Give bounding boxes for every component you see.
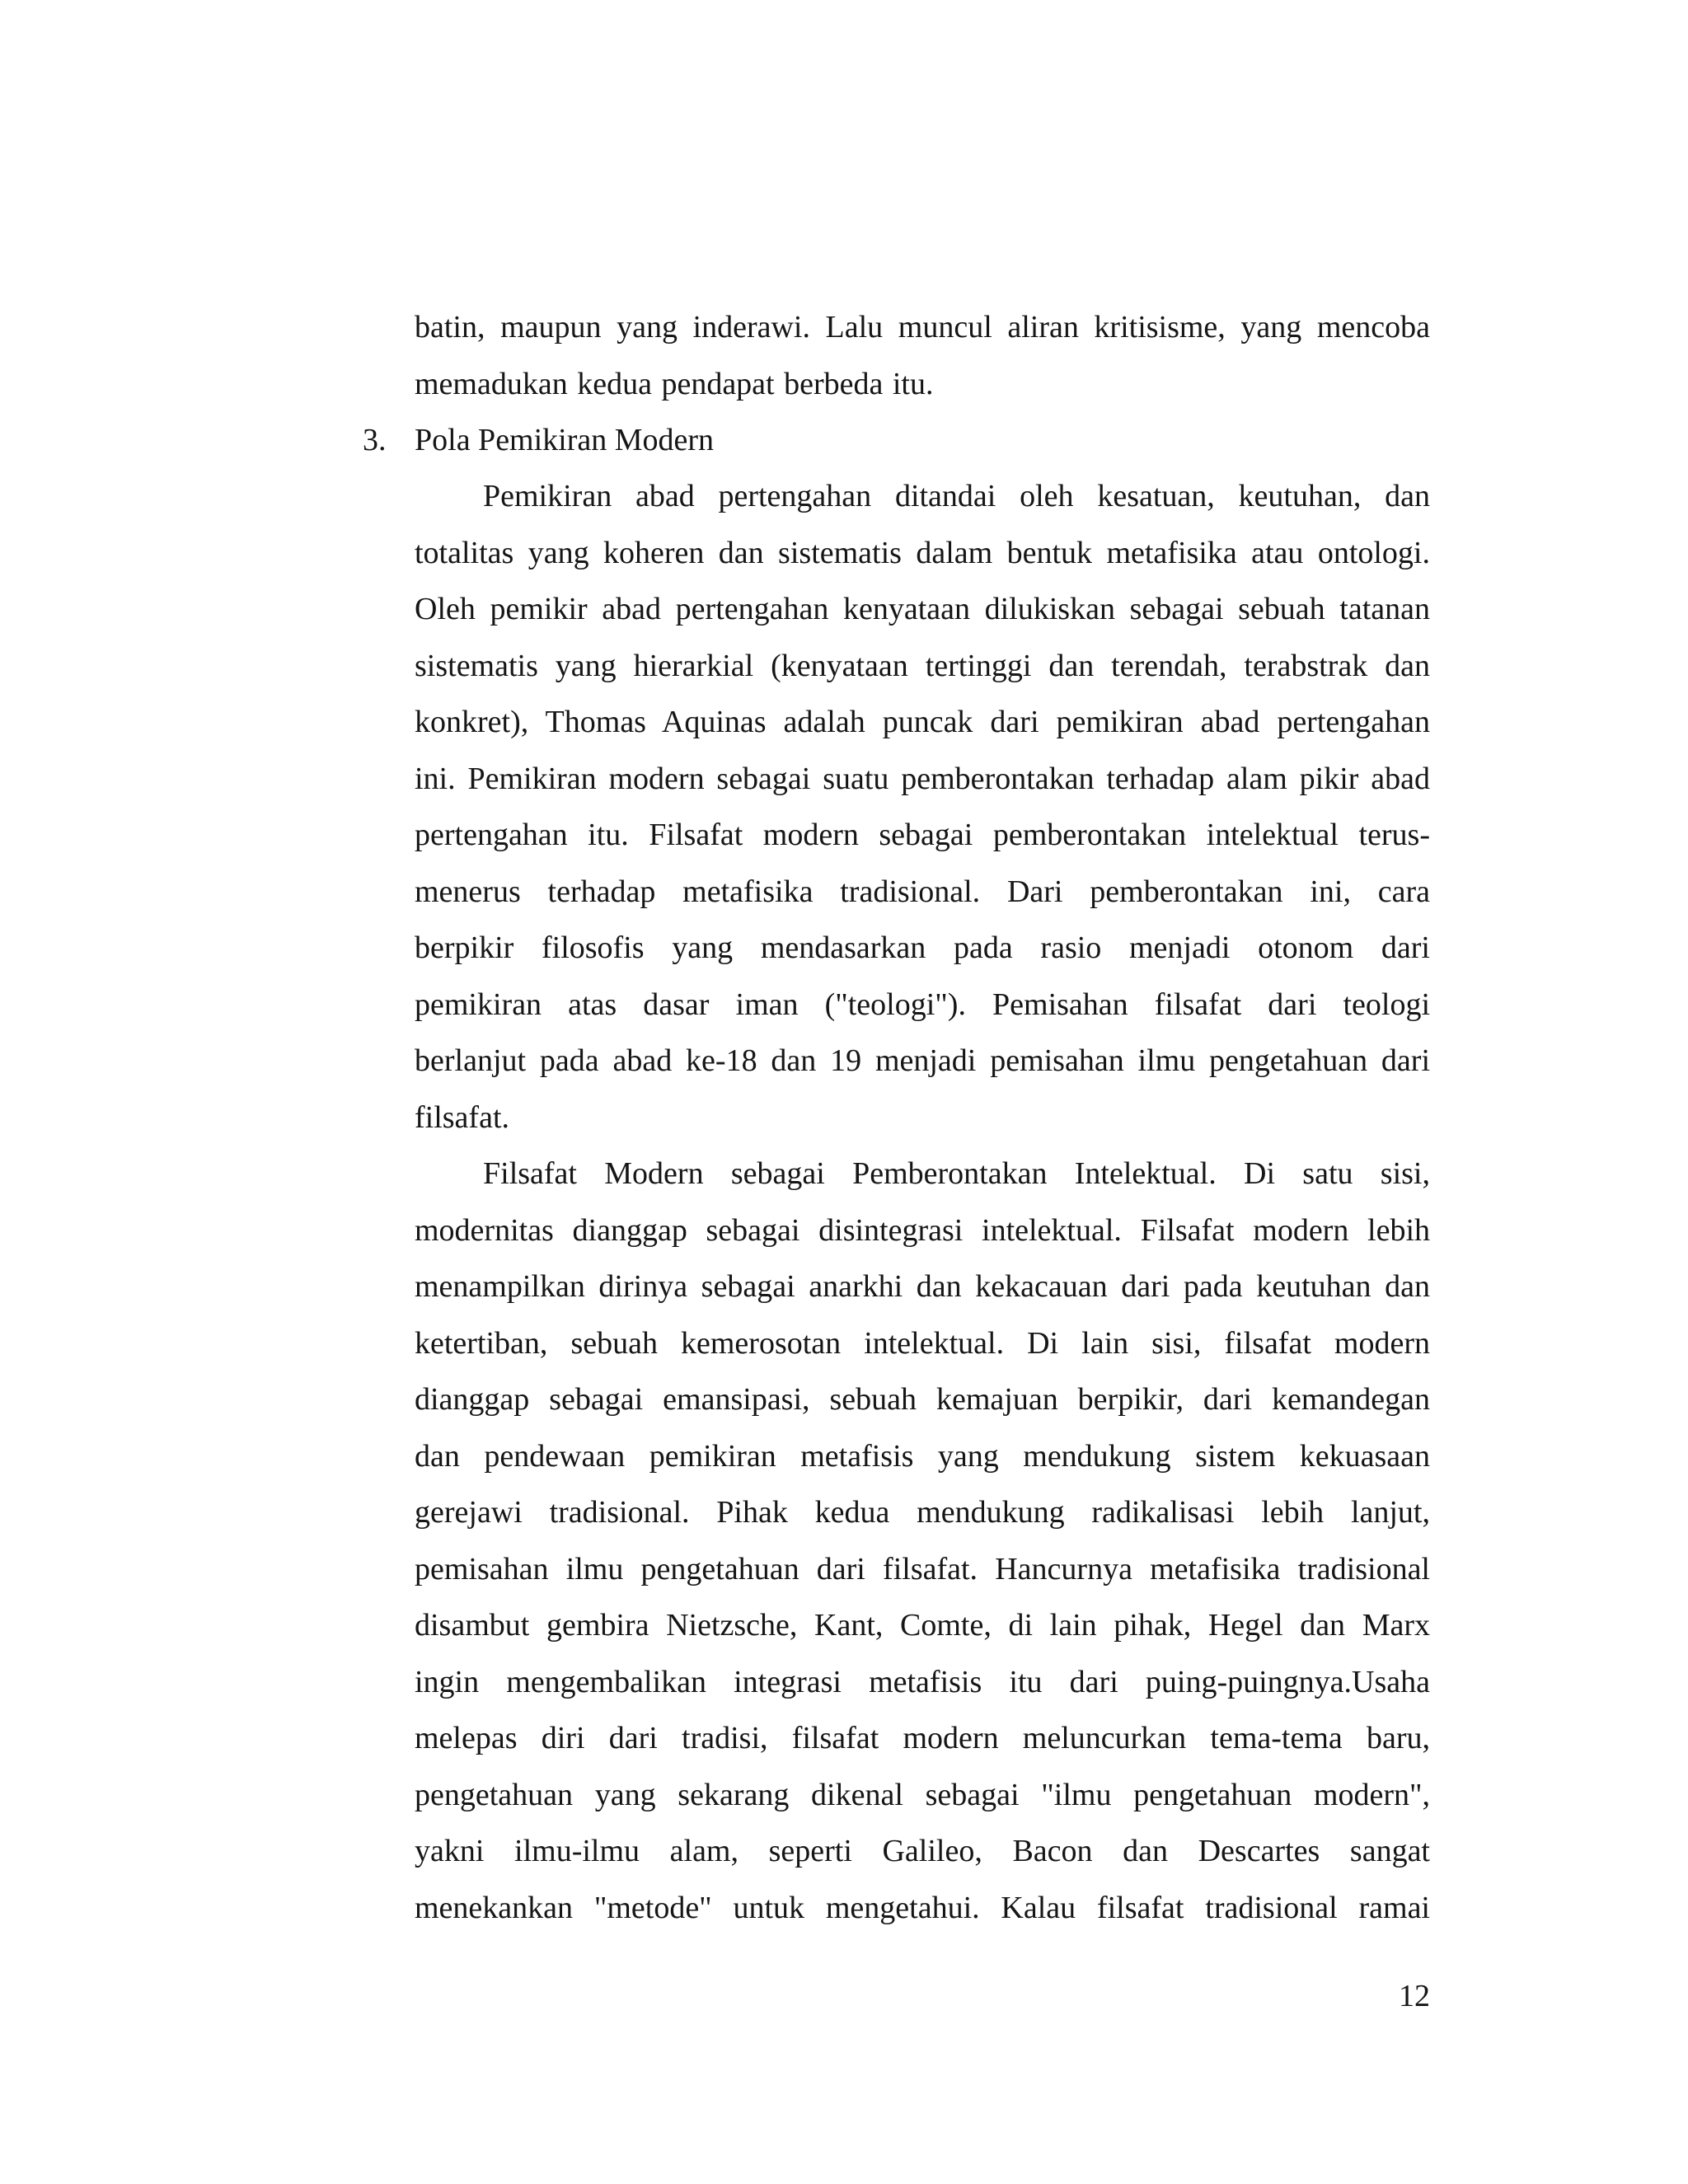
text-line: konkret), Thomas Aquinas adalah puncak dari pemikiran abad pertengahan	[415, 705, 1430, 739]
text-line: menampilkan dirinya sebagai anarkhi dan kekacauan dari pada keutuhan dan	[415, 1269, 1430, 1304]
text-line: pengetahuan yang sekarang dikenal sebagai "ilmu pengetahuan modern",	[415, 1777, 1430, 1812]
text-line: totalitas yang koheren dan sistematis dalam bentuk metafisika atau ontologi.	[415, 535, 1430, 570]
page-number: 12	[1399, 1979, 1430, 2013]
text-line: dianggap sebagai emansipasi, sebuah kemajuan berpikir, dari kemandegan	[415, 1382, 1430, 1417]
text-line: sistematis yang hierarkial (kenyataan tertinggi dan terendah, terabstrak dan	[415, 648, 1430, 683]
text-line: ketertiban, sebuah kemerosotan intelektual. Di lain sisi, filsafat modern	[415, 1325, 1430, 1361]
text-line: ini. Pemikiran modern sebagai suatu pemberontakan terhadap alam pikir abad	[415, 761, 1430, 796]
text-line: batin, maupun yang inderawi. Lalu muncul aliran kritisisme, yang mencoba	[415, 310, 1430, 344]
continuation-paragraph	[415, 299, 1430, 412]
text-line: Filsafat Modern sebagai Pemberontakan Intelektual. Di satu sisi,	[483, 1156, 1430, 1191]
section-number: 3.	[363, 423, 387, 457]
text-line: memadukan kedua pendapat berbeda itu.	[415, 366, 934, 401]
paragraph-pemikiran-abad-pertengahan	[415, 468, 1430, 1146]
text-line: disambut gembira Nietzsche, Kant, Comte, di lain pihak, Hegel dan Marx	[415, 1608, 1430, 1643]
text-line: berlanjut pada abad ke-18 dan 19 menjadi pemisahan ilmu pengetahuan dari	[415, 1043, 1430, 1078]
section-title: Pola Pemikiran Modern	[415, 423, 715, 457]
text-line: gerejawi tradisional. Pihak kedua mendukung radikalisasi lebih lanjut,	[415, 1495, 1430, 1530]
text-line: pemikiran atas dasar iman ("teologi"). Pemisahan filsafat dari teologi	[415, 987, 1430, 1022]
paragraph-filsafat-modern	[415, 1146, 1430, 1936]
text-line: Oleh pemikir abad pertengahan kenyataan dilukiskan sebagai sebuah tatanan	[415, 592, 1430, 626]
text-line: modernitas dianggap sebagai disintegrasi intelektual. Filsafat modern lebih	[415, 1212, 1430, 1248]
text-line: ingin mengembalikan integrasi metafisis itu dari puing-puingnya.Usaha	[415, 1664, 1430, 1699]
text-line: pemisahan ilmu pengetahuan dari filsafat. Hancurnya metafisika tradisional	[415, 1551, 1430, 1586]
text-line: berpikir filosofis yang mendasarkan pada rasio menjadi otonom dari	[415, 930, 1430, 965]
text-line: pertengahan itu. Filsafat modern sebagai pemberontakan intelektual terus-	[415, 818, 1430, 852]
text-line: menerus terhadap metafisika tradisional. Dari pemberontakan ini, cara	[415, 874, 1430, 909]
text-line: yakni ilmu-ilmu alam, seperti Galileo, Bacon dan Descartes sangat	[415, 1834, 1430, 1868]
section-heading	[363, 412, 714, 469]
text-line: menekankan "metode" untuk mengetahui. Kalau filsafat tradisional ramai	[415, 1890, 1430, 1925]
text-line: filsafat.	[415, 1099, 510, 1135]
text-line: Pemikiran abad pertengahan ditandai oleh kesatuan, keutuhan, dan	[483, 479, 1430, 513]
text-line: dan pendewaan pemikiran metafisis yang mendukung sistem kekuasaan	[415, 1438, 1430, 1474]
text-line: melepas diri dari tradisi, filsafat modern meluncurkan tema-tema baru,	[415, 1721, 1430, 1755]
